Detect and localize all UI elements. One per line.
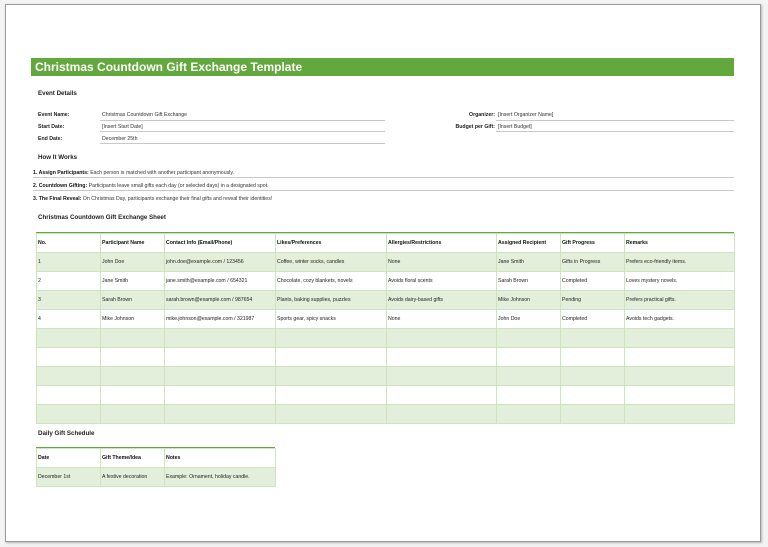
exchange-sheet-cell[interactable] [497,405,561,424]
exchange-sheet-header-cell: Allergies/Restrictions [387,234,497,253]
start-date-underline [100,131,385,132]
exchange-sheet-cell[interactable]: 4 [37,310,101,329]
exchange-sheet-cell[interactable] [561,405,625,424]
exchange-sheet-cell[interactable]: john.doe@example.com / 123456 [165,253,276,272]
exchange-sheet-cell[interactable]: 2 [37,272,101,291]
exchange-sheet-header-cell: Likes/Preferences [276,234,387,253]
exchange-sheet-cell[interactable]: Mike Johnson [101,310,165,329]
exchange-sheet-cell[interactable] [37,405,101,424]
step-1-underline [33,177,734,178]
exchange-sheet-row [37,272,735,291]
exchange-sheet-cell[interactable]: Jane Smith [101,272,165,291]
exchange-sheet-cell[interactable] [497,348,561,367]
event-name-value[interactable]: Christmas Countdown Gift Exchange [102,112,188,118]
exchange-sheet-cell[interactable] [165,386,276,405]
exchange-sheet-row [37,329,735,348]
daily-schedule-cell[interactable]: December 1st [37,468,101,487]
exchange-sheet-cell[interactable] [276,386,387,405]
exchange-sheet-cell[interactable]: None [387,310,497,329]
exchange-sheet-row [37,348,735,367]
exchange-sheet-cell[interactable]: Coffee, winter socks, candles [276,253,387,272]
end-date-underline [100,143,385,144]
exchange-sheet-row [37,367,735,386]
daily-schedule-row [37,468,276,487]
budget-underline [496,131,734,132]
exchange-sheet-cell[interactable] [276,367,387,386]
exchange-sheet-cell[interactable]: mike.johnson@example.com / 321987 [165,310,276,329]
exchange-sheet-row [37,253,735,272]
exchange-sheet-cell[interactable] [625,405,735,424]
exchange-sheet-table [36,233,735,424]
exchange-sheet-cell[interactable]: Prefers eco-friendly items. [625,253,735,272]
exchange-sheet-row [37,405,735,424]
exchange-sheet-header-cell: Contact Info (Email/Phone) [165,234,276,253]
event-details-heading: Event Details [38,90,77,97]
step-3-text: On Christmas Day, participants exchange their final gifts and reveal their identities! [82,196,273,202]
exchange-sheet-cell[interactable] [561,348,625,367]
exchange-sheet-cell[interactable] [625,348,735,367]
exchange-sheet-row [37,310,735,329]
daily-schedule-cell[interactable]: A festive decoration [101,468,165,487]
step-1 [33,170,234,176]
exchange-sheet-cell[interactable]: Gifts in Progress [561,253,625,272]
exchange-sheet-cell[interactable]: Pending [561,291,625,310]
exchange-sheet-cell[interactable] [625,367,735,386]
step-3-title: 3. The Final Reveal: [33,196,82,202]
exchange-sheet-cell[interactable]: Mike Johnson [497,291,561,310]
exchange-sheet-cell[interactable] [497,329,561,348]
event-name-label: Event Name: [38,112,70,118]
exchange-sheet-cell[interactable]: Jane Smith [497,253,561,272]
exchange-sheet-cell[interactable]: Avoids tech gadgets. [625,310,735,329]
exchange-sheet-cell[interactable]: Sarah Brown [497,272,561,291]
exchange-sheet-heading: Christmas Countdown Gift Exchange Sheet [38,214,166,221]
daily-schedule-header-cell: Date [37,449,101,468]
exchange-sheet-row [37,291,735,310]
start-date-label: Start Date: [38,124,65,130]
exchange-sheet-cell[interactable]: None [387,253,497,272]
exchange-sheet-cell[interactable] [37,329,101,348]
exchange-sheet-cell[interactable]: Chocolate, cozy blankets, novels [276,272,387,291]
exchange-sheet-cell[interactable] [165,367,276,386]
exchange-sheet-row [37,386,735,405]
exchange-sheet-cell[interactable] [497,386,561,405]
step-2-text: Participants leave small gifts each day (or selected days) in a designated spot. [88,183,269,189]
exchange-sheet-cell[interactable] [101,348,165,367]
exchange-sheet-cell[interactable] [387,405,497,424]
exchange-sheet-cell[interactable]: Loves mystery novels. [625,272,735,291]
exchange-sheet-cell[interactable]: John Doe [497,310,561,329]
organizer-label: Organizer: [469,112,495,118]
schedule-header-row [37,449,276,468]
exchange-sheet-cell[interactable] [101,386,165,405]
exchange-sheet-cell[interactable] [37,386,101,405]
organizer-underline [496,120,734,121]
exchange-sheet-cell[interactable]: Prefers practical gifts. [625,291,735,310]
daily-schedule-header-cell: Gift Theme/Idea [101,449,165,468]
exchange-sheet-header-cell: No. [37,234,101,253]
exchange-sheet-cell[interactable] [561,367,625,386]
exchange-sheet-cell[interactable] [165,329,276,348]
step-1-title: 1. Assign Participants: [33,170,89,176]
exchange-sheet-cell[interactable]: John Doe [101,253,165,272]
exchange-sheet-header-cell: Assigned Recipient [497,234,561,253]
exchange-sheet-cell[interactable]: Avoids floral scents [387,272,497,291]
step-2-underline [33,190,734,191]
budget-value[interactable]: [Insert Budget] [498,124,532,130]
exchange-sheet-cell[interactable]: Sports gear, spicy snacks [276,310,387,329]
exchange-sheet-cell[interactable]: Completed [561,310,625,329]
exchange-sheet-cell[interactable] [37,367,101,386]
step-3 [33,196,272,202]
exchange-sheet-header-cell: Participant Name [101,234,165,253]
exchange-sheet-cell[interactable] [37,348,101,367]
daily-schedule-cell[interactable]: Example: Ornament, holiday candle. [165,468,276,487]
exchange-sheet-cell[interactable]: jane.smith@example.com / 654321 [165,272,276,291]
exchange-sheet-cell[interactable]: Avoids dairy-based gifts [387,291,497,310]
step-1-text: Each person is matched with another participant anonymously. [90,170,234,176]
exchange-sheet-cell[interactable] [561,329,625,348]
exchange-sheet-cell[interactable] [387,367,497,386]
exchange-sheet-cell[interactable] [276,405,387,424]
exchange-sheet-cell[interactable]: Sarah Brown [101,291,165,310]
exchange-sheet-cell[interactable] [276,329,387,348]
exchange-sheet-cell[interactable] [561,386,625,405]
exchange-sheet-cell[interactable] [387,386,497,405]
exchange-sheet-cell[interactable] [165,405,276,424]
exchange-sheet-cell[interactable] [276,348,387,367]
organizer-value[interactable]: [Insert Organizer Name] [498,112,554,118]
exchange-sheet-cell[interactable] [497,367,561,386]
exchange-sheet-cell[interactable] [625,386,735,405]
exchange-sheet-header-cell: Remarks [625,234,735,253]
step-2-title: 2. Countdown Gifting: [33,183,88,189]
daily-schedule-table [36,448,276,487]
exchange-sheet-cell[interactable]: sarah.brown@example.com / 987654 [165,291,276,310]
daily-schedule-header-cell: Notes [165,449,276,468]
exchange-sheet-cell[interactable]: Plants, baking supplies, puzzles [276,291,387,310]
end-date-label: End Date: [38,136,63,142]
exchange-sheet-cell[interactable] [165,348,276,367]
exchange-sheet-header-cell: Gift Progress [561,234,625,253]
daily-schedule-heading: Daily Gift Schedule [38,430,95,437]
exchange-sheet-cell[interactable] [101,329,165,348]
page-title: Christmas Countdown Gift Exchange Template [31,58,734,76]
exchange-sheet-cell[interactable] [101,405,165,424]
how-it-works-heading: How It Works [38,154,78,161]
exchange-sheet-cell[interactable] [101,367,165,386]
event-name-underline [100,120,385,121]
exchange-sheet-cell[interactable] [625,329,735,348]
exchange-sheet-cell[interactable] [387,329,497,348]
budget-label: Budget per Gift: [455,124,495,130]
exchange-sheet-cell[interactable]: 1 [37,253,101,272]
exchange-sheet-cell[interactable] [387,348,497,367]
exchange-sheet-cell[interactable]: 3 [37,291,101,310]
step-2 [33,183,269,189]
exchange-header-row [37,234,735,253]
end-date-value[interactable]: December 25th [102,136,138,142]
start-date-value[interactable]: [Insert Start Date] [102,124,143,130]
exchange-sheet-cell[interactable]: Completed [561,272,625,291]
